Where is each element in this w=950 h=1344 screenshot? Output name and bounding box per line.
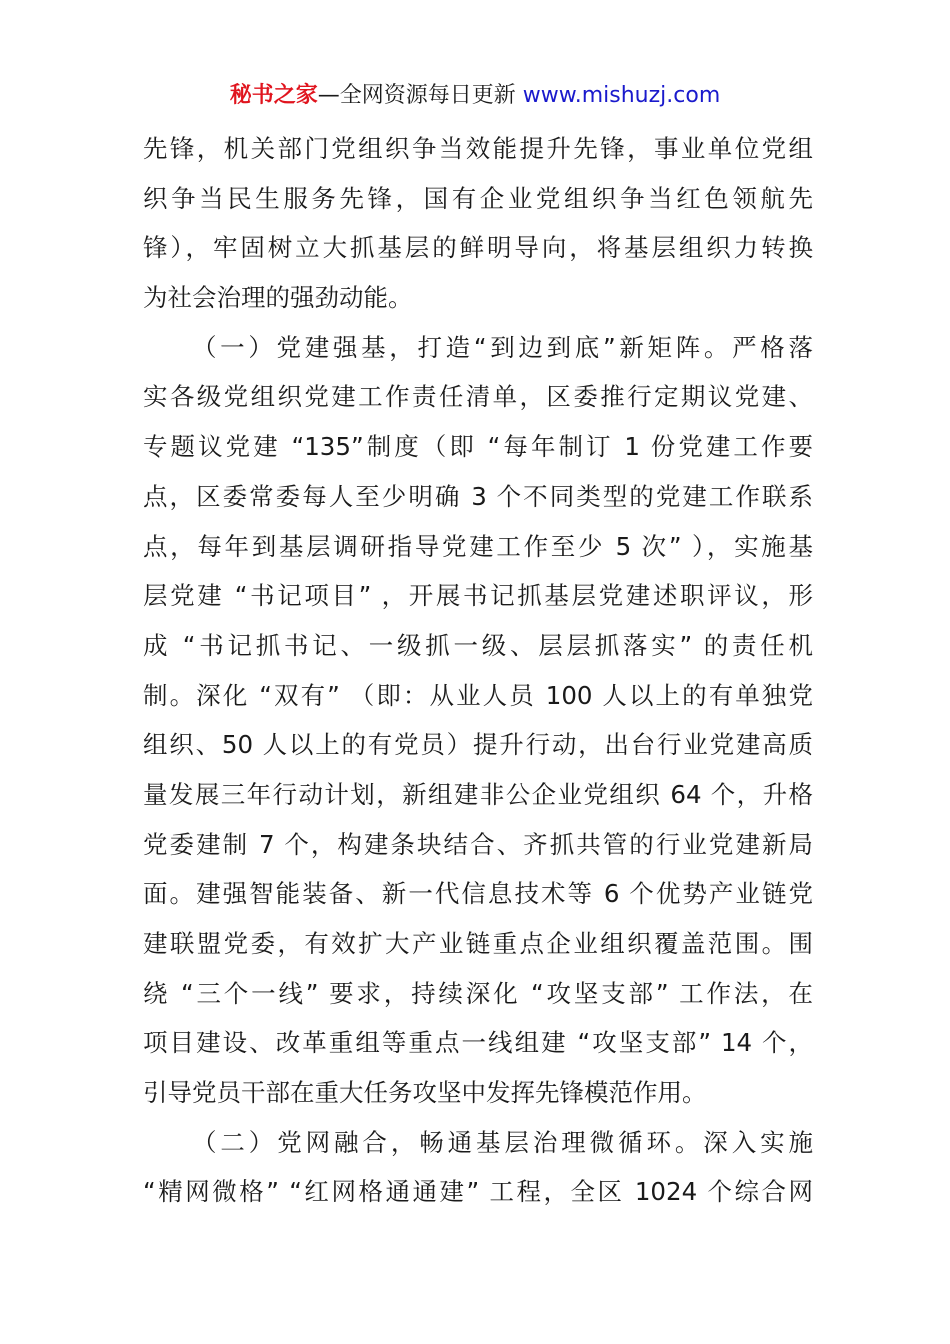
text-line: 面。建强智能装备、新一代信息技术等 6 个优势产业链党 (143, 879, 813, 909)
text-line: 量发展三年行动计划，新组建非公企业党组织 64 个，升格 (143, 779, 813, 809)
text-line: 组织、50 人以上的有党员）提升行动，出台行业党建高质 (143, 730, 813, 760)
text-line: 建联盟党委，有效扩大产业链重点企业组织覆盖范围。围 (143, 929, 813, 958)
text-line: “精网微格” “红网格通通建” 工程，全区 1024 个综合网 (143, 1177, 813, 1207)
text-line: 制。深化 “双有” （即：从业人员 100 人以上的有单独党 (143, 680, 813, 710)
text-line: 成 “书记抓书记、一级抓一级、层层抓落实” 的责任机 (143, 630, 813, 660)
text-line: 点，区委常委每人至少明确 3 个不同类型的党建工作联系 (143, 481, 813, 511)
text-line: 绕 “三个一线” 要求，持续深化 “攻坚支部” 工作法，在 (143, 978, 813, 1008)
text-line: 实各级党组织党建工作责任清单，区委推行定期议党建、 (143, 382, 813, 412)
text-line: 党委建制 7 个，构建条块结合、齐抓共管的行业党建新局 (143, 829, 813, 859)
text-line: 先锋，机关部门党组织争当效能提升先锋，事业单位党组 (143, 134, 813, 163)
text-line: 织争当民生服务先锋，国有企业党组织争当红色领航先 (143, 183, 813, 213)
section-heading-line: （一）党建强基，打造“到边到底”新矩阵。严格落 (192, 332, 813, 362)
document-body (143, 124, 813, 1217)
site-brand: 秘书之家 (229, 83, 318, 108)
text-line: 专题议党建 “135”制度（即 “每年制订 1 份党建工作要 (143, 432, 813, 462)
text-line: 为社会治理的强劲动能。 (143, 283, 413, 313)
section-heading-line: （二）党网融合，畅通基层治理微循环。深入实施 (192, 1127, 813, 1157)
page-header (0, 80, 950, 112)
text-line: 引导党员干部在重大任务攻坚中发挥先锋模范作用。 (143, 1078, 707, 1108)
text-line: 锋），牢固树立大抓基层的鲜明导向，将基层组织力转换 (143, 233, 813, 263)
text-line: 点，每年到基层调研指导党建工作至少 5 次” ），实施基 (143, 531, 813, 561)
text-line: 项目建设、改革重组等重点一线组建 “攻坚支部” 14 个， (143, 1028, 813, 1058)
site-url-link[interactable]: www.mishuzj.com (522, 83, 721, 108)
site-tagline: —全网资源每日更新 (317, 83, 523, 108)
text-line: 层党建 “书记项目” ，开展书记抓基层党建述职评议，形 (143, 581, 813, 611)
